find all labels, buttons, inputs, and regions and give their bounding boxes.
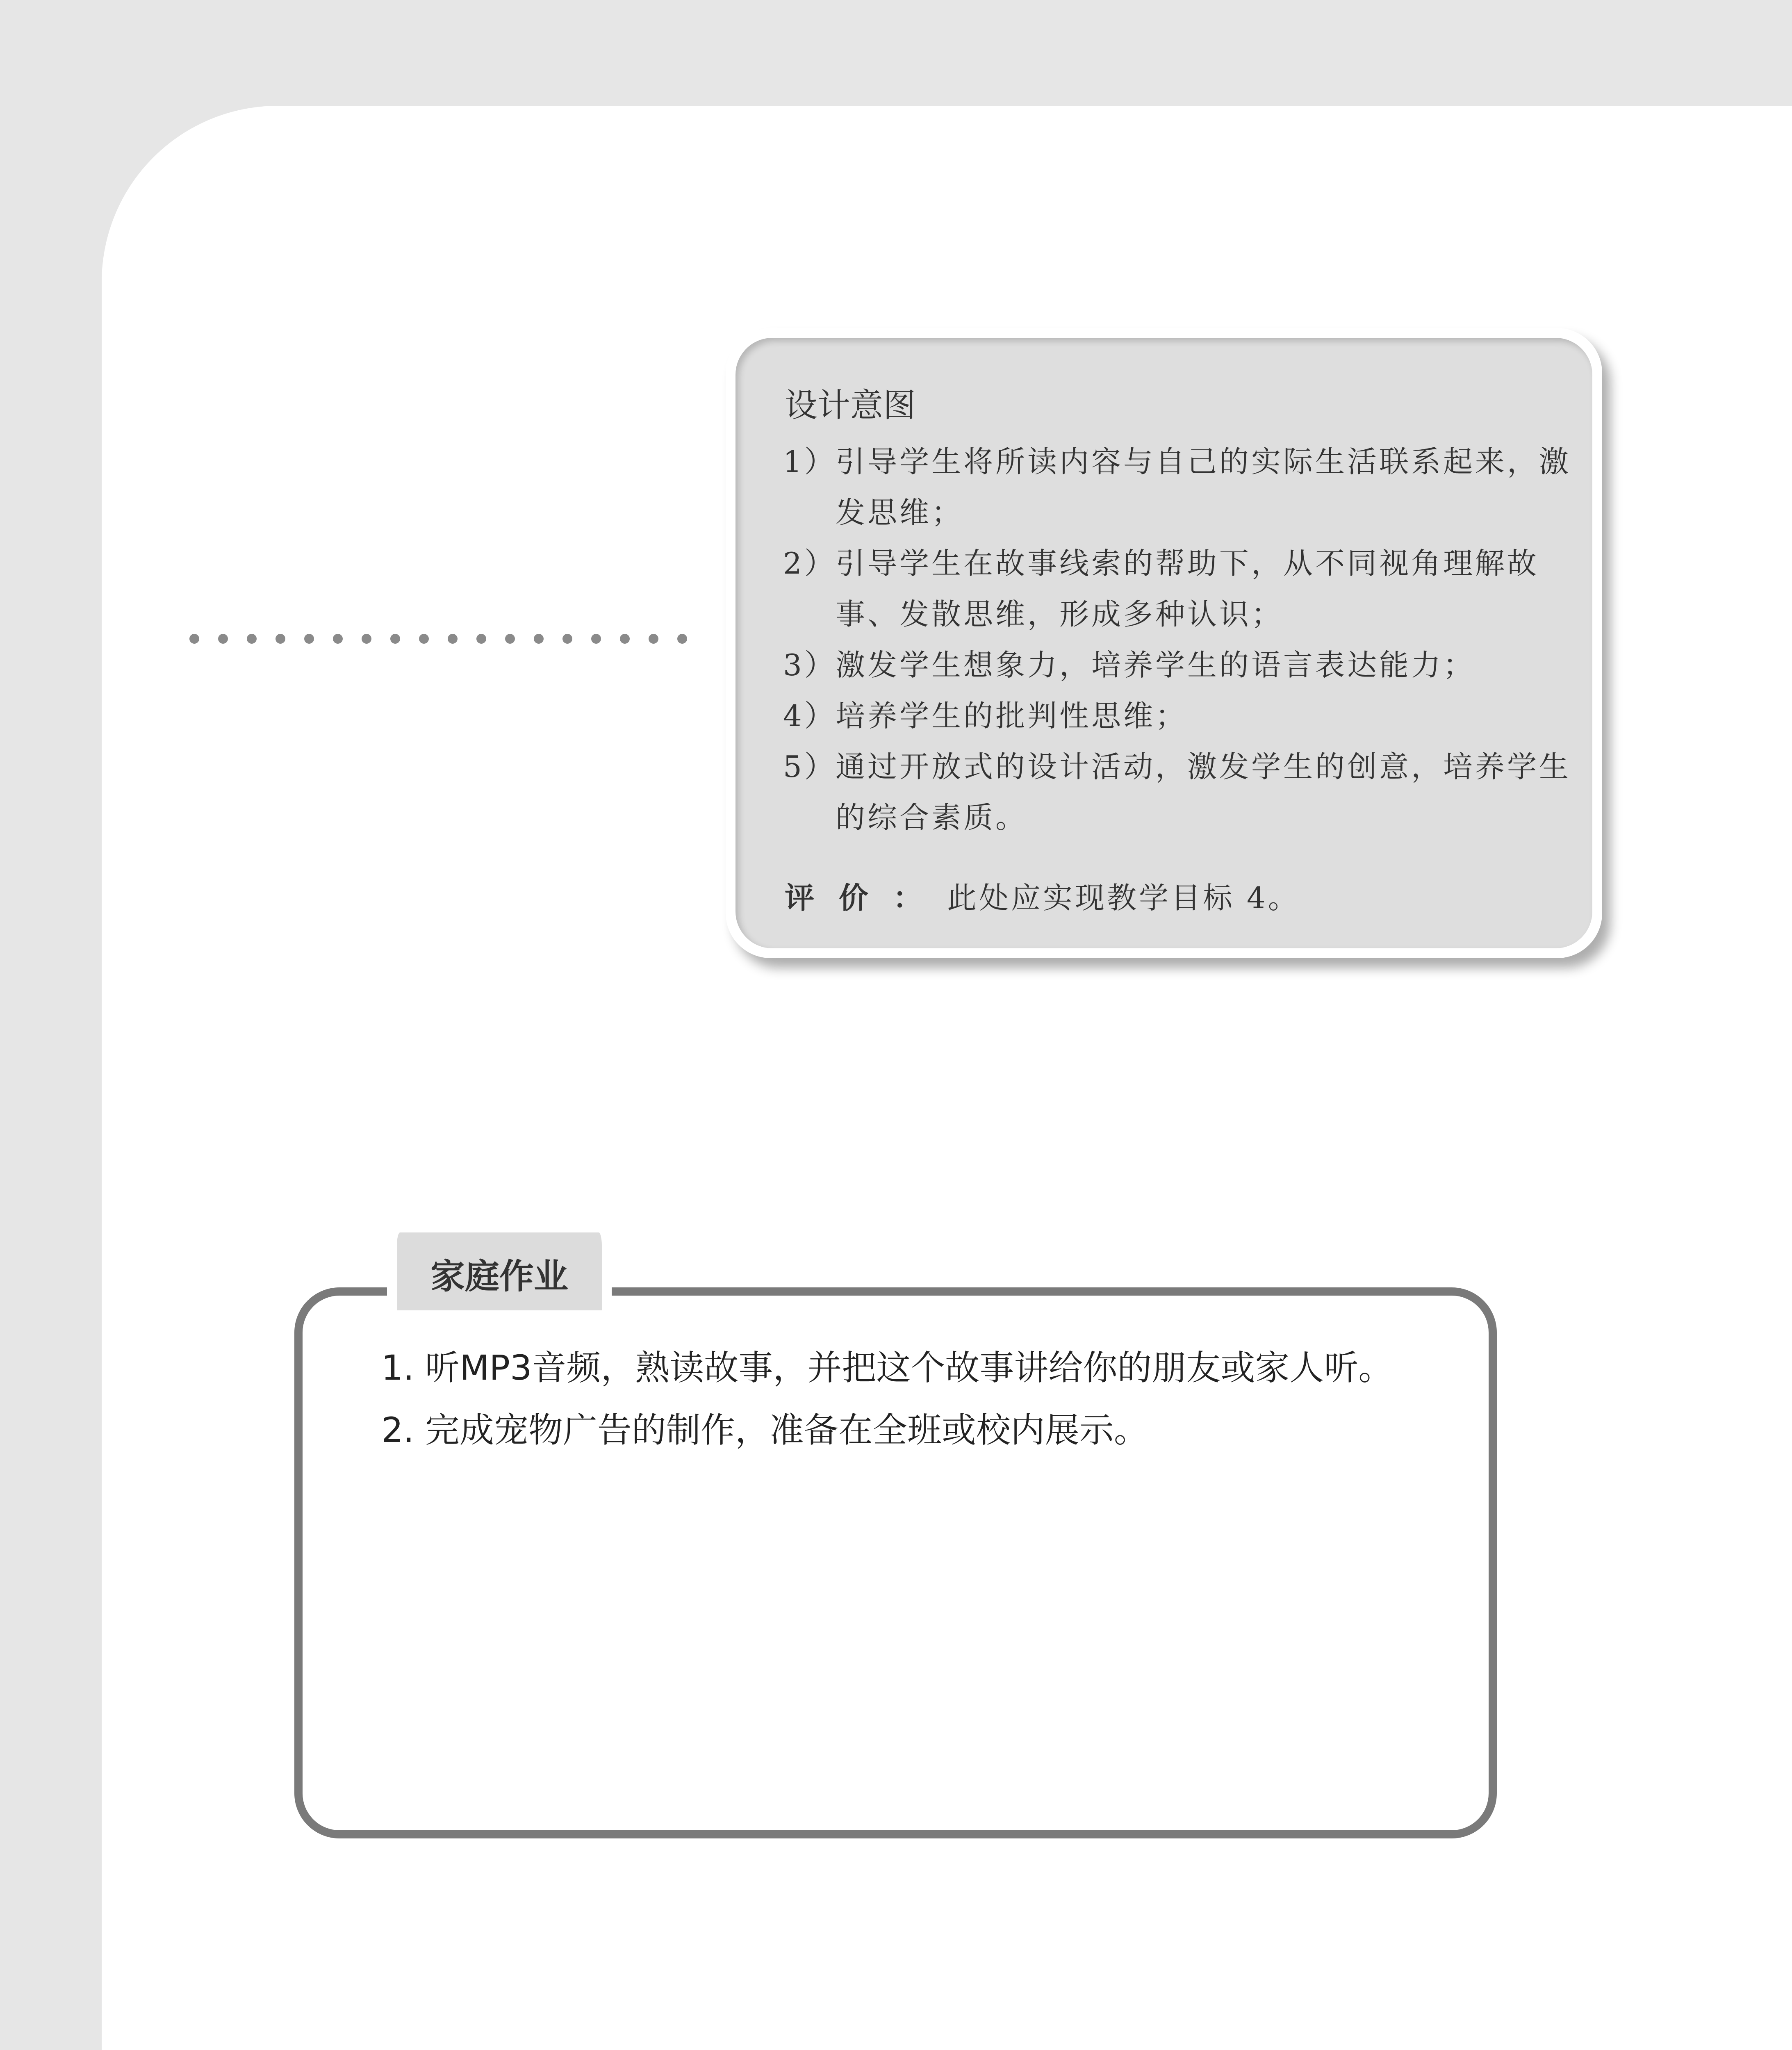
design-intent-item: 2） 引导学生在故事线索的帮助下，从不同视角理解故事、发散思维，形成多种认识； — [783, 546, 1539, 631]
dotted-leader-line — [189, 634, 706, 646]
design-intent-list — [783, 436, 1574, 843]
design-intent-item: 1） 引导学生将所读内容与自己的实际生活联系起来，激发思维； — [783, 444, 1571, 530]
homework-tab — [387, 1232, 612, 1310]
homework-title: 家庭作业 — [430, 1256, 568, 1296]
homework-item: 1. 听MP3音频，熟读故事，并把这个故事讲给你的朋友或家人听。 — [381, 1348, 1393, 1388]
homework-item: 2. 完成宠物广告的制作，准备在全班或校内展示。 — [381, 1410, 1148, 1450]
design-intent-item: 4） 培养学生的批判性思维； — [783, 699, 1188, 733]
design-intent-panel — [726, 328, 1602, 958]
design-intent-item: 5） 通过开放式的设计活动，激发学生的创意，培养学生的综合素质。 — [783, 749, 1571, 835]
evaluation-line — [785, 874, 1300, 917]
evaluation-label: 评价： — [785, 881, 947, 915]
design-intent-panel-inner — [735, 338, 1592, 948]
design-intent-title: 设计意图 — [785, 386, 916, 424]
evaluation-text: 此处应实现教学目标 4。 — [947, 881, 1300, 915]
homework-list — [381, 1337, 1393, 1461]
design-intent-item: 3） 激发学生想象力，培养学生的语言表达能力； — [783, 648, 1475, 682]
